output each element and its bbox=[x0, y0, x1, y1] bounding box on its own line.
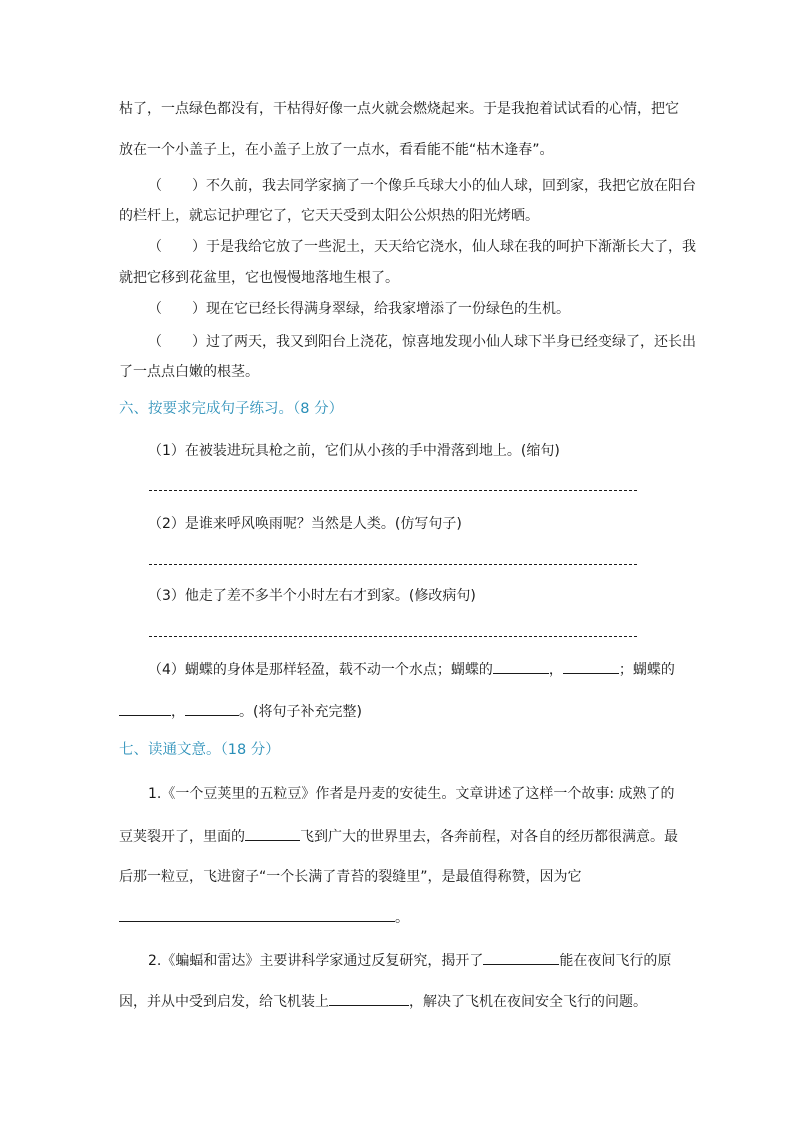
question-text: （1）在被装进玩具枪之前，它们从小孩的手中滑落到地上。(缩句) bbox=[148, 443, 560, 459]
answer-paren-close: ） bbox=[192, 239, 206, 255]
answer-paren-open: （ bbox=[148, 301, 162, 317]
order-item bbox=[148, 332, 696, 352]
question-text: 1.《一个豆荚里的五粒豆》作者是丹麦的安徒生。文章讲述了这样一个故事: 成熟了的 bbox=[148, 786, 675, 802]
fill-blank[interactable] bbox=[185, 701, 239, 716]
fill-blank[interactable] bbox=[119, 907, 395, 922]
question-text-part: 。(将句子补充完整) bbox=[239, 704, 362, 720]
question-text bbox=[119, 907, 409, 928]
paragraph-line: 枯了，一点绿色都没有，干枯得好像一点火就会燃烧起来。于是我抱着试试看的心情，把它 bbox=[119, 101, 679, 117]
punct: ， bbox=[548, 662, 563, 678]
section-heading: 七、读通文意。（18 分） bbox=[119, 742, 280, 758]
punct: 。 bbox=[395, 910, 409, 926]
answer-paren-open: （ bbox=[148, 334, 162, 350]
fill-blank[interactable] bbox=[119, 701, 171, 716]
question-text bbox=[119, 826, 678, 847]
question-text: （2）是谁来呼风唤雨呢？当然是人类。(仿写句子) bbox=[148, 516, 462, 532]
question-text bbox=[148, 950, 671, 971]
question-text-part: ；蝴蝶的 bbox=[618, 662, 675, 678]
paragraph-line: 放在一个小盖子上，在小盖子上放了一点水，看看能不能“枯木逢春”。 bbox=[119, 142, 554, 158]
question-text bbox=[148, 659, 675, 680]
answer-line[interactable] bbox=[149, 636, 637, 637]
question-text-part: （4）蝴蝶的身体是那样轻盈，载不动一个水点；蝴蝶的 bbox=[148, 662, 493, 678]
order-item-continuation: 的栏杆上，就忘记护理它了，它天天受到太阳公公炽热的阳光烤晒。 bbox=[119, 208, 539, 224]
order-item-continuation: 就把它移到花盆里，它也慢慢地落地生根了。 bbox=[119, 270, 399, 286]
question-text: （3）他走了差不多半个小时左右才到家。(修改病句) bbox=[148, 588, 476, 604]
order-item-text: 不久前，我去同学家摘了一个像乒乓球大小的仙人球，回到家，我把它放在阳台 bbox=[206, 178, 696, 194]
answer-paren-close: ） bbox=[192, 334, 206, 350]
question-text bbox=[119, 701, 362, 722]
section-heading: 六、按要求完成句子练习。（8 分） bbox=[119, 401, 344, 417]
order-item-text: 过了两天，我又到阳台上浇花，惊喜地发现小仙人球下半身已经变绿了，还长出 bbox=[206, 334, 696, 350]
punct: ， bbox=[171, 704, 185, 720]
answer-paren-close: ） bbox=[192, 178, 206, 194]
order-item-continuation: 了一点点白嫩的根茎。 bbox=[119, 364, 259, 380]
fill-blank[interactable] bbox=[329, 991, 409, 1006]
question-text: 后那一粒豆，飞进窗子“一个长满了青苔的裂缝里”，是最值得称赞，因为它 bbox=[119, 869, 582, 885]
answer-paren-close: ） bbox=[192, 301, 206, 317]
order-item bbox=[148, 237, 696, 257]
fill-blank[interactable] bbox=[483, 950, 559, 965]
question-text-part: 豆荚裂开了，里面的 bbox=[119, 829, 245, 845]
answer-line[interactable] bbox=[149, 490, 637, 491]
order-item bbox=[148, 176, 696, 196]
fill-blank[interactable] bbox=[563, 659, 619, 674]
answer-paren-open: （ bbox=[148, 239, 162, 255]
question-text-part: ，解决了飞机在夜间安全飞行的问题。 bbox=[409, 994, 647, 1010]
answer-line[interactable] bbox=[149, 564, 637, 565]
answer-paren-open: （ bbox=[148, 178, 162, 194]
question-text-part: 能在夜间飞行的原 bbox=[559, 953, 672, 969]
fill-blank[interactable] bbox=[493, 659, 549, 674]
order-item-text: 现在它已经长得满身翠绿，给我家增添了一份绿色的生机。 bbox=[206, 301, 570, 317]
order-item bbox=[148, 299, 570, 319]
question-text bbox=[119, 991, 647, 1012]
fill-blank[interactable] bbox=[245, 826, 300, 841]
question-text-part: 2.《蝙蝠和雷达》主要讲科学家通过反复研究，揭开了 bbox=[148, 953, 484, 969]
question-text-part: 因，并从中受到启发，给飞机装上 bbox=[119, 994, 329, 1010]
question-text-part: 飞到广大的世界里去，各奔前程，对各自的经历都很满意。最 bbox=[300, 829, 678, 845]
order-item-text: 于是我给它放了一些泥土，天天给它浇水，仙人球在我的呵护下渐渐长大了，我 bbox=[206, 239, 696, 255]
